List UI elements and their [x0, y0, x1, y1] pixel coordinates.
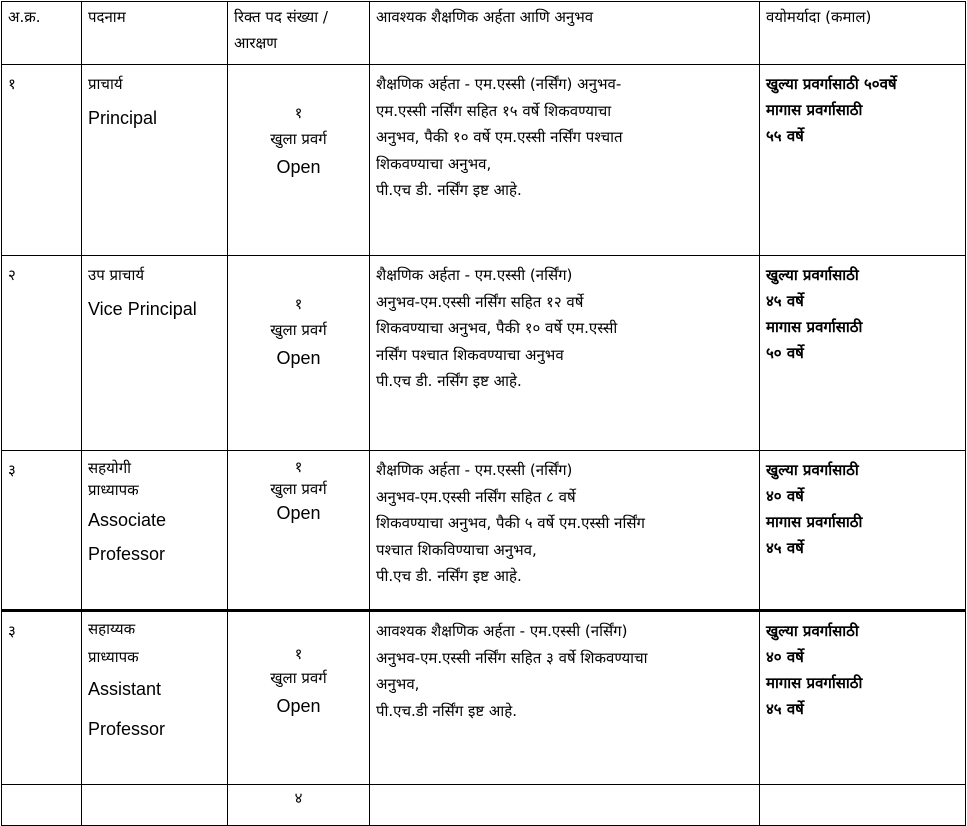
header-age-limit: वयोमर्यादा (कमाल) [760, 2, 966, 65]
vacancy-cell [228, 451, 370, 611]
qualification-line: एम.एस्सी नर्सिंग सहित १५ वर्षे शिकवण्याचा [376, 101, 612, 120]
age-line: ४० वर्षे [766, 487, 804, 505]
age-line: ४५ वर्षे [766, 539, 804, 557]
post-name-en: Principal [88, 108, 158, 128]
post-name-en: Professor [88, 544, 166, 564]
qualification-cell [370, 611, 760, 785]
post-name-cell [82, 256, 228, 451]
header-sr-no: अ.क्र. [2, 2, 82, 65]
age-line: मागास प्रवर्गासाठी [766, 674, 863, 692]
qualification-line: पश्चात शिकविण्याचा अनुभव, [376, 540, 537, 559]
category-mr: खुला प्रवर्ग [270, 480, 327, 498]
category-en: Open [276, 348, 321, 368]
total-empty-cell [760, 785, 966, 826]
header-qualification: आवश्यक शैक्षणिक अर्हता आणि अनुभव [370, 2, 760, 65]
qualification-line: अनुभव, [376, 675, 420, 693]
vacancy-count: १ [294, 104, 303, 122]
vacancy-cell [228, 65, 370, 256]
age-line: खुल्या प्रवर्गासाठी ५०वर्षे [766, 75, 897, 93]
qualification-line: शिकवण्याचा अनुभव, [376, 154, 492, 173]
post-name-mr: प्राध्यापक [88, 648, 139, 666]
total-vacancy-cell: ४ [228, 785, 370, 826]
recruitment-table [1, 1, 966, 826]
qualification-line: शैक्षणिक अर्हता - एम.एस्सी (नर्सिंग) [376, 266, 573, 284]
post-name-en: Vice Principal [88, 299, 197, 319]
age-line: खुल्या प्रवर्गासाठी [766, 622, 859, 640]
post-name-mr: प्राध्यापक [88, 481, 139, 499]
qualification-line: शिकवण्याचा अनुभव, पैकी ५ वर्षे एम.एस्सी नर्सिंग [376, 514, 645, 532]
qualification-line: नर्सिंग पश्चात शिकवण्याचा अनुभव [376, 345, 564, 364]
sr-cell: ३ [2, 611, 82, 785]
sr-cell: ३ [2, 451, 82, 611]
vacancy-cell [228, 256, 370, 451]
category-mr: खुला प्रवर्ग [270, 321, 327, 339]
table-row [2, 256, 966, 451]
qualification-line: शैक्षणिक अर्हता - एम.एस्सी (नर्सिंग) [376, 461, 573, 479]
age-line: मागास प्रवर्गासाठी [766, 101, 863, 119]
age-line: ५० वर्षे [766, 344, 804, 362]
total-row [2, 785, 966, 826]
post-name-mr: प्राचार्य [88, 75, 123, 93]
vacancy-count: १ [294, 645, 303, 663]
post-name-mr: सहाय्यक [88, 620, 136, 638]
post-name-mr: उप प्राचार्य [88, 266, 145, 284]
qualification-line: अनुभव-एम.एस्सी नर्सिंग सहित १२ वर्षे [376, 292, 584, 311]
age-line: मागास प्रवर्गासाठी [766, 318, 863, 336]
category-mr: खुला प्रवर्ग [270, 669, 327, 687]
sr-cell: २ [2, 256, 82, 451]
qualification-line: अनुभव-एम.एस्सी नर्सिंग सहित ८ वर्षे [376, 487, 576, 506]
category-mr: खुला प्रवर्ग [270, 130, 327, 148]
category-en: Open [276, 503, 321, 523]
age-line: ४० वर्षे [766, 648, 804, 666]
qualification-line: पी.एच डी. नर्सिंग इष्ट आहे. [376, 567, 522, 585]
header-vacancy-line1: रिक्त पद संख्या / [234, 8, 328, 26]
vacancy-count: १ [294, 458, 303, 476]
qualification-line: अनुभव, पैकी १० वर्षे एम.एस्सी नर्सिंग पश्चात [376, 128, 623, 146]
age-line: मागास प्रवर्गासाठी [766, 513, 863, 531]
qualification-line: शैक्षणिक अर्हता - एम.एस्सी (नर्सिंग) अनुभव- [376, 75, 622, 93]
total-empty-cell [82, 785, 228, 826]
sr-cell: १ [2, 65, 82, 256]
age-line: खुल्या प्रवर्गासाठी [766, 461, 859, 479]
post-name-en: Assistant [88, 679, 162, 699]
vacancy-cell [228, 611, 370, 785]
age-line: ४५ वर्षे [766, 700, 804, 718]
post-name-mr: सहयोगी [88, 459, 132, 477]
age-line: ४५ वर्षे [766, 292, 804, 310]
age-cell [760, 256, 966, 451]
age-cell [760, 65, 966, 256]
qualification-line: पी.एच.डी नर्सिंग इष्ट आहे. [376, 701, 517, 720]
age-line: खुल्या प्रवर्गासाठी [766, 266, 859, 284]
table-row [2, 451, 966, 611]
table-row [2, 65, 966, 256]
qualification-line: शिकवण्याचा अनुभव, पैकी १० वर्षे एम.एस्सी [376, 319, 618, 337]
total-empty-cell [370, 785, 760, 826]
post-name-cell [82, 611, 228, 785]
qualification-cell [370, 65, 760, 256]
qualification-line: पी.एच डी. नर्सिंग इष्ट आहे. [376, 181, 522, 199]
qualification-line: पी.एच डी. नर्सिंग इष्ट आहे. [376, 372, 522, 390]
post-name-cell [82, 65, 228, 256]
qualification-line: आवश्यक शैक्षणिक अर्हता - एम.एस्सी (नर्सिंग) [376, 622, 628, 640]
qualification-cell [370, 256, 760, 451]
post-name-en: Professor [88, 719, 166, 739]
header-vacancy [228, 2, 370, 65]
post-name-en: Associate [88, 510, 167, 530]
category-en: Open [276, 696, 321, 716]
qualification-line: अनुभव-एम.एस्सी नर्सिंग सहित ३ वर्षे शिकवण्याचा [376, 648, 648, 667]
post-name-cell [82, 451, 228, 611]
table-row [2, 611, 966, 785]
qualification-cell [370, 451, 760, 611]
table-header-row [2, 2, 966, 65]
category-en: Open [276, 157, 321, 177]
total-empty-cell [2, 785, 82, 826]
age-line: ५५ वर्षे [766, 127, 804, 145]
header-vacancy-line2: आरक्षण [234, 34, 278, 52]
vacancy-count: १ [294, 295, 303, 313]
age-cell [760, 611, 966, 785]
age-cell [760, 451, 966, 611]
header-post-name: पदनाम [82, 2, 228, 65]
